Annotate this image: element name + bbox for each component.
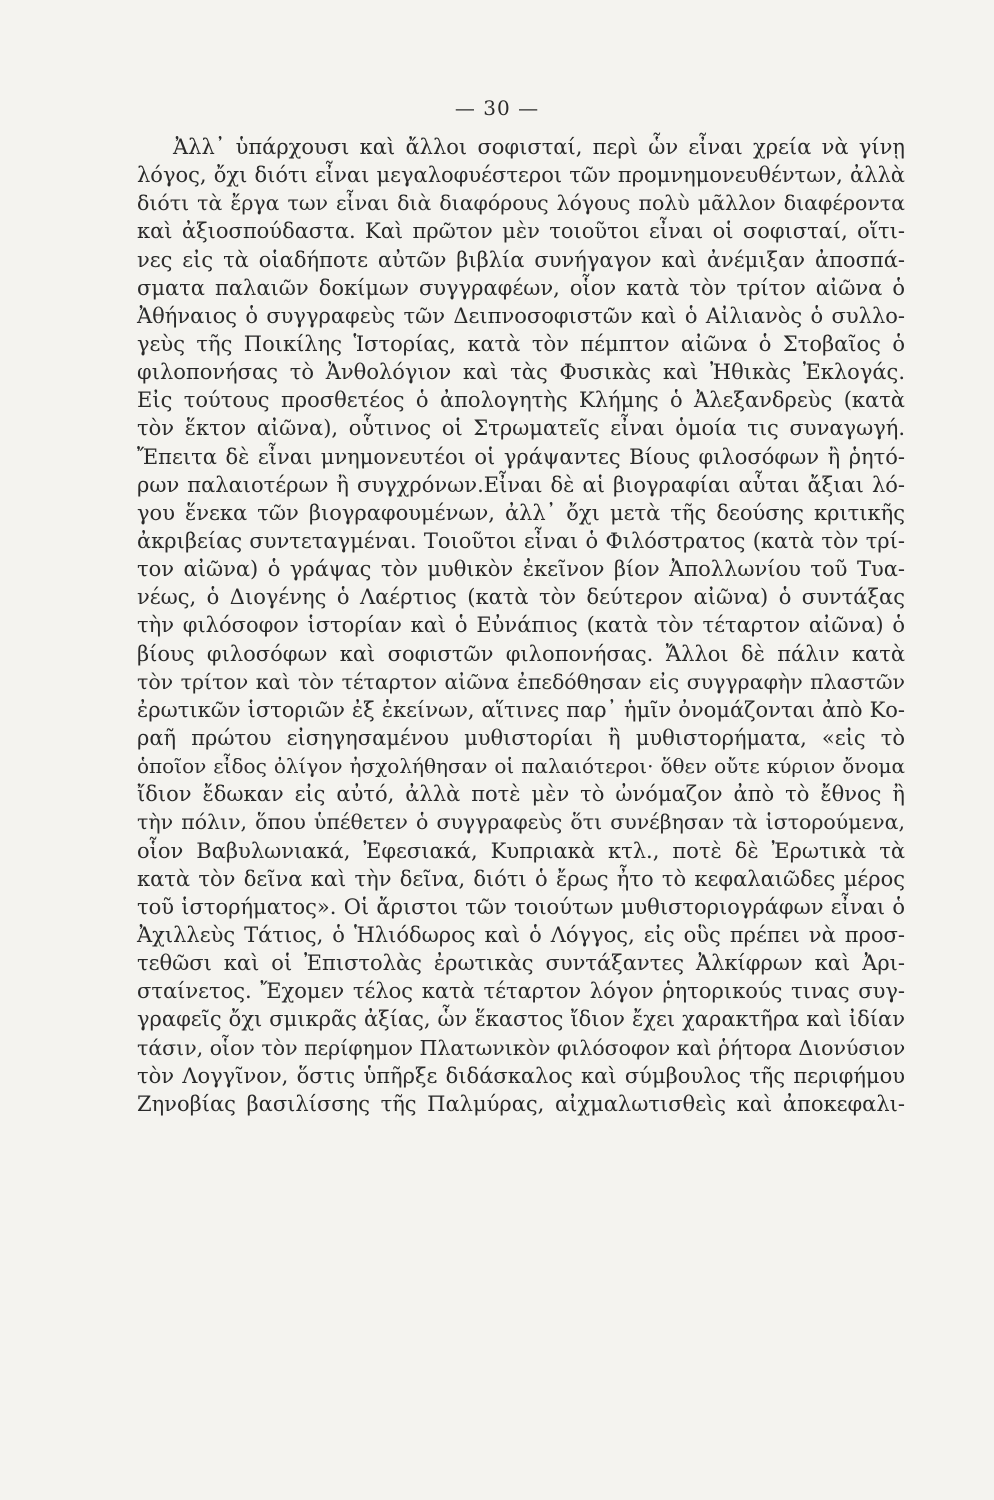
text-line: ρων παλαιοτέρων ἢ συγχρόνων.Εἶναι δὲ αἱ βιογραφίαι αὗται ἄξιαι λό- xyxy=(137,472,905,497)
text-line: διότι τὰ ἔργα των εἶναι διὰ διαφόρους λόγους πολὺ μᾶλλον διαφέροντα xyxy=(137,191,905,216)
text-line: Ἔπειτα δὲ εἶναι μνημονευτέοι οἱ γράψαντες Βίους φιλοσόφων ἢ ῥητό- xyxy=(137,444,905,469)
text-line: τὴν πόλιν, ὅπου ὑπέθετεν ὁ συγγραφεὺς ὅτι συνέβησαν τὰ ἱστορούμενα, xyxy=(137,810,905,835)
text-line: ἴδιον ἔδωκαν εἰς αὐτό, ἀλλὰ ποτὲ μὲν τὸ ὠνόμαζον ἀπὸ τὸ ἔθνος ἢ xyxy=(137,782,905,807)
text-line: τοῦ ἱστορήματος». Οἱ ἄριστοι τῶν τοιούτων μυθιστοριογράφων εἶναι ὁ xyxy=(137,894,905,919)
text-line: σματα παλαιῶν δοκίμων συγγραφέων, οἷον κατὰ τὸν τρίτον αἰῶνα ὁ xyxy=(137,275,905,300)
body-text xyxy=(137,133,905,1118)
text-line: σταίνετος. Ἔχομεν τέλος κατὰ τέταρτον λόγον ῥητορικούς τινας συγ- xyxy=(137,979,905,1004)
text-line: οἷον Βαβυλωνιακά, Ἐφεσιακά, Κυπριακὰ κτλ., ποτὲ δὲ Ἐρωτικὰ τὰ xyxy=(137,838,905,863)
text-line: κατὰ τὸν δεῖνα καὶ τὴν δεῖνα, διότι ὁ ἔρως ἦτο τὸ κεφαλαιῶδες μέρος xyxy=(137,866,905,891)
text-line: τάσιν, οἷον τὸν περίφημον Πλατωνικὸν φιλόσοφον καὶ ῥήτορα Διονύσιον xyxy=(137,1035,906,1060)
text-line: ραῆ πρώτου εἰσηγησαμένου μυθιστορίαι ἢ μυθιστορήματα, «εἰς τὸ xyxy=(137,725,905,750)
text-line: Ἀλλ᾽ ὑπάρχουσι καὶ ἄλλοι σοφισταί, περὶ ὧν εἶναι χρεία νὰ γίνῃ xyxy=(173,135,905,159)
text-line: Εἰς τούτους προσθετέος ὁ ἀπολογητὴς Κλήμης ὁ Ἀλεξανδρεὺς (κατὰ xyxy=(137,388,905,413)
text-line: φιλοπονήσας τὸ Ἀνθολόγιον καὶ τὰς Φυσικὰς καὶ Ἠθικὰς Ἐκλογάς. xyxy=(137,360,905,385)
text-line: γου ἕνεκα τῶν βιογραφουμένων, ἀλλ᾽ ὄχι μετὰ τῆς δεούσης κριτικῆς xyxy=(137,500,905,525)
text-line: τεθῶσι καὶ οἱ Ἐπιστολὰς ἐρωτικὰς συντάξαντες Ἀλκίφρων καὶ Ἀρι- xyxy=(137,951,905,976)
text-line: τον αἰῶνα) ὁ γράψας τὸν μυθικὸν ἐκεῖνον βίον Ἀπολλωνίου τοῦ Τυα- xyxy=(137,557,905,582)
text-line: τὴν φιλόσοφον ἱστορίαν καὶ ὁ Εὐνάπιος (κατὰ τὸν τέταρτον αἰῶνα) ὁ xyxy=(137,613,905,638)
text-line: Ἀχιλλεὺς Τάτιος, ὁ Ἡλιόδωρος καὶ ὁ Λόγγος, εἰς οὓς πρέπει νὰ προσ- xyxy=(137,922,905,947)
text-line: τὸν Λογγῖνον, ὅστις ὑπῆρξε διδάσκαλος καὶ σύμβουλος τῆς περιφήμου xyxy=(137,1063,905,1088)
text-line: καὶ ἀξιοσπούδαστα. Καὶ πρῶτον μὲν τοιοῦτοι εἶναι οἱ σοφισταί, οἵτι- xyxy=(137,219,905,244)
text-line: νέως, ὁ Διογένης ὁ Λαέρτιος (κατὰ τὸν δεύτερον αἰῶνα) ὁ συντάξας xyxy=(137,585,905,610)
text-line: γραφεῖς ὄχι σμικρᾶς ἀξίας, ὧν ἕκαστος ἴδιον ἔχει χαρακτῆρα καὶ ἰδίαν xyxy=(137,1007,905,1032)
text-line: νες εἰς τὰ οἱαδήποτε αὐτῶν βιβλία συνήγαγον καὶ ἀνέμιξαν ἀποσπά- xyxy=(137,247,905,272)
text-line: ἐρωτικῶν ἱστοριῶν ἐξ ἐκείνων, αἵτινες παρ᾽ ἡμῖν ὀνομάζονται ἀπὸ Κο- xyxy=(137,697,905,722)
text-line: Ἀθήναιος ὁ συγγραφεὺς τῶν Δειπνοσοφιστῶν καὶ ὁ Αἰλιανὸς ὁ συλλο- xyxy=(137,303,905,328)
text-line: τὸν ἕκτον αἰῶνα), οὗτινος οἱ Στρωματεῖς εἶναι ὁμοία τις συναγωγή. xyxy=(137,416,905,441)
text-line: τὸν τρίτον καὶ τὸν τέταρτον αἰῶνα ἐπεδόθησαν εἰς συγγραφὴν πλαστῶν xyxy=(137,669,905,694)
text-line: ὁποῖον εἶδος ὀλίγον ἠσχολήθησαν οἱ παλαιότεροι· ὅθεν οὔτε κύριον ὄνομα xyxy=(137,754,905,779)
text-line: ἀκριβείας συντεταγμέναι. Τοιοῦτοι εἶναι ὁ Φιλόστρατος (κατὰ τὸν τρί- xyxy=(137,528,905,553)
text-line: γεὺς τῆς Ποικίλης Ἱστορίας, κατὰ τὸν πέμπτον αἰῶνα ὁ Στοβαῖος ὁ xyxy=(137,331,905,356)
text-line: Ζηνοβίας βασιλίσσης τῆς Παλμύρας, αἰχμαλωτισθεὶς καὶ ἀποκεφαλι- xyxy=(137,1091,905,1116)
text-line: λόγος, ὄχι διότι εἶναι μεγαλοφυέστεροι τῶν προμνημονευθέντων, ἀλλὰ xyxy=(137,163,905,188)
page-number: — 30 — xyxy=(454,96,540,120)
text-line: βίους φιλοσόφων καὶ σοφιστῶν φιλοπονήσας. Ἄλλοι δὲ πάλιν κατὰ xyxy=(137,641,905,666)
